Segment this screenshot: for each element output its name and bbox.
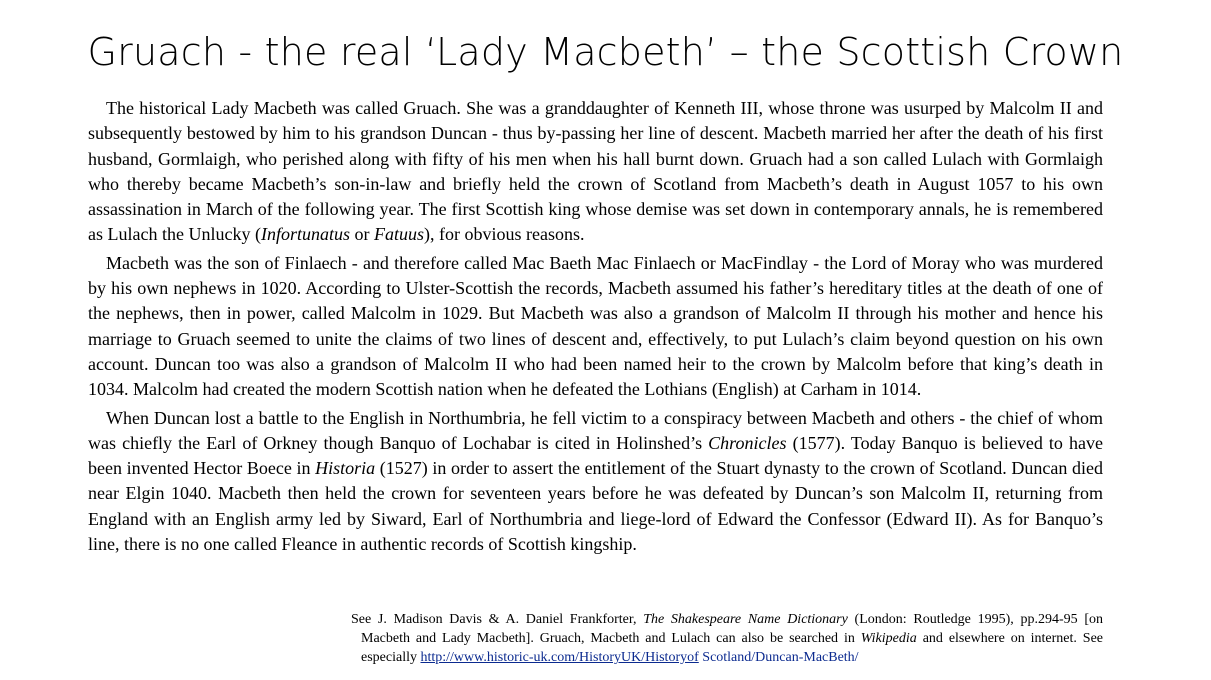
link-tail-text: Scotland/Duncan-MacBeth/ [698,650,859,665]
paragraph-gruach [88,96,1103,248]
footnote-paragraph [351,610,1103,667]
footnote-text-a: See J. Madison Davis & A. Daniel Frankforter, [351,612,644,627]
para3-text-c: (1527) in order to assert the entitlement of the Stuart dynasty to the crown of Scotland. Duncan died near Elgin 1040. Macbeth then held the crown for seventeen years before he was defeated by Duncan’s son Malcolm II, returning from England with an English army led by Siward, Earl of Northumbria and liege-lord of Edward the Confessor (Edward II). As for Banquo’s line, there is no one called Fleance in authentic records of Scottish kingship. [88,458,1104,555]
para3-text-b: (1577). Today Banquo is believed to have been invented Hector Boece in [88,432,1103,479]
italic-fatuus: Fatuus [373,224,424,245]
historic-uk-link[interactable]: http://www.historic-uk.com/HistoryUK/Historyof [420,650,699,665]
para1-text-c: ), for obvious reasons. [423,224,585,245]
italic-infortunatus: Infortunatus [260,224,350,245]
paragraph-macbeth [88,251,1103,403]
body-text [88,96,1103,560]
footnote-text-c: and elsewhere on internet. See especially [361,631,1103,665]
footnote-text-b: (London: Routledge 1995), pp.294-95 [on Macbeth and Lady Macbeth]. Gruach, Macbeth and Lulach can also be searched in [361,612,1103,646]
footnote [351,610,1103,667]
para2-text: Macbeth was the son of Finlaech - and therefore called Mac Baeth Mac Finlaech or MacFindlay - the Lord of Moray who was murdered by his own nephews in 1020. According to Ulster-Scottish the records, Macbeth assumed his father’s hereditary titles at the death of one of the nephews, then in power, called Malcolm in 1029. But Macbeth was also a grandson of Malcolm II through his mother and hence his marriage to Gruach seemed to unite the claims of two lines of descent and, effectively, to put Lulach’s claim beyond question on his own account. Duncan too was also a grandson of Malcolm II who had been named heir to the crown by Malcolm before that king’s death in 1034. Malcolm had created the modern Scottish nation when he defeated the Lothians (English) at Carham in 1014. [88,252,1103,400]
para1-text-b: or [349,224,374,245]
italic-book-title: The Shakespeare Name Dictionary [643,612,848,627]
italic-wikipedia: Wikipedia [860,631,917,646]
paragraph-duncan [88,406,1103,558]
italic-historia: Historia [315,458,376,479]
para3-text-a: When Duncan lost a battle to the English in Northumbria, he fell victim to a conspiracy between Macbeth and others - the chief of whom was chiefly the Earl of Orkney though Banquo of Lochabar is cited in Holinshed’s [88,407,1103,453]
slide-title: Gruach - the real ‘Lady Macbeth’ – the Scottish Crown [87,30,1124,74]
italic-chronicles: Chronicles [708,432,787,453]
para1-text-a: The historical Lady Macbeth was called Gruach. She was a granddaughter of Kenneth III, whose throne was usurped by Malcolm II and subsequently bestowed by him to his grandson Duncan - thus by-passing her line of descent. Macbeth married her after the death of his first husband, Gormlaigh, who perished along with fifty of his men when his hall burnt down. Gruach had a son called Lulach with Gormlaigh who thereby became Macbeth’s son-in-law and briefly held the crown of Scotland from Macbeth’s death in August 1057 to his own assassination in March of the following year. The first Scottish king whose demise was set down in contemporary annals, he is remembered as Lulach the Unlucky ( [88,98,1103,245]
